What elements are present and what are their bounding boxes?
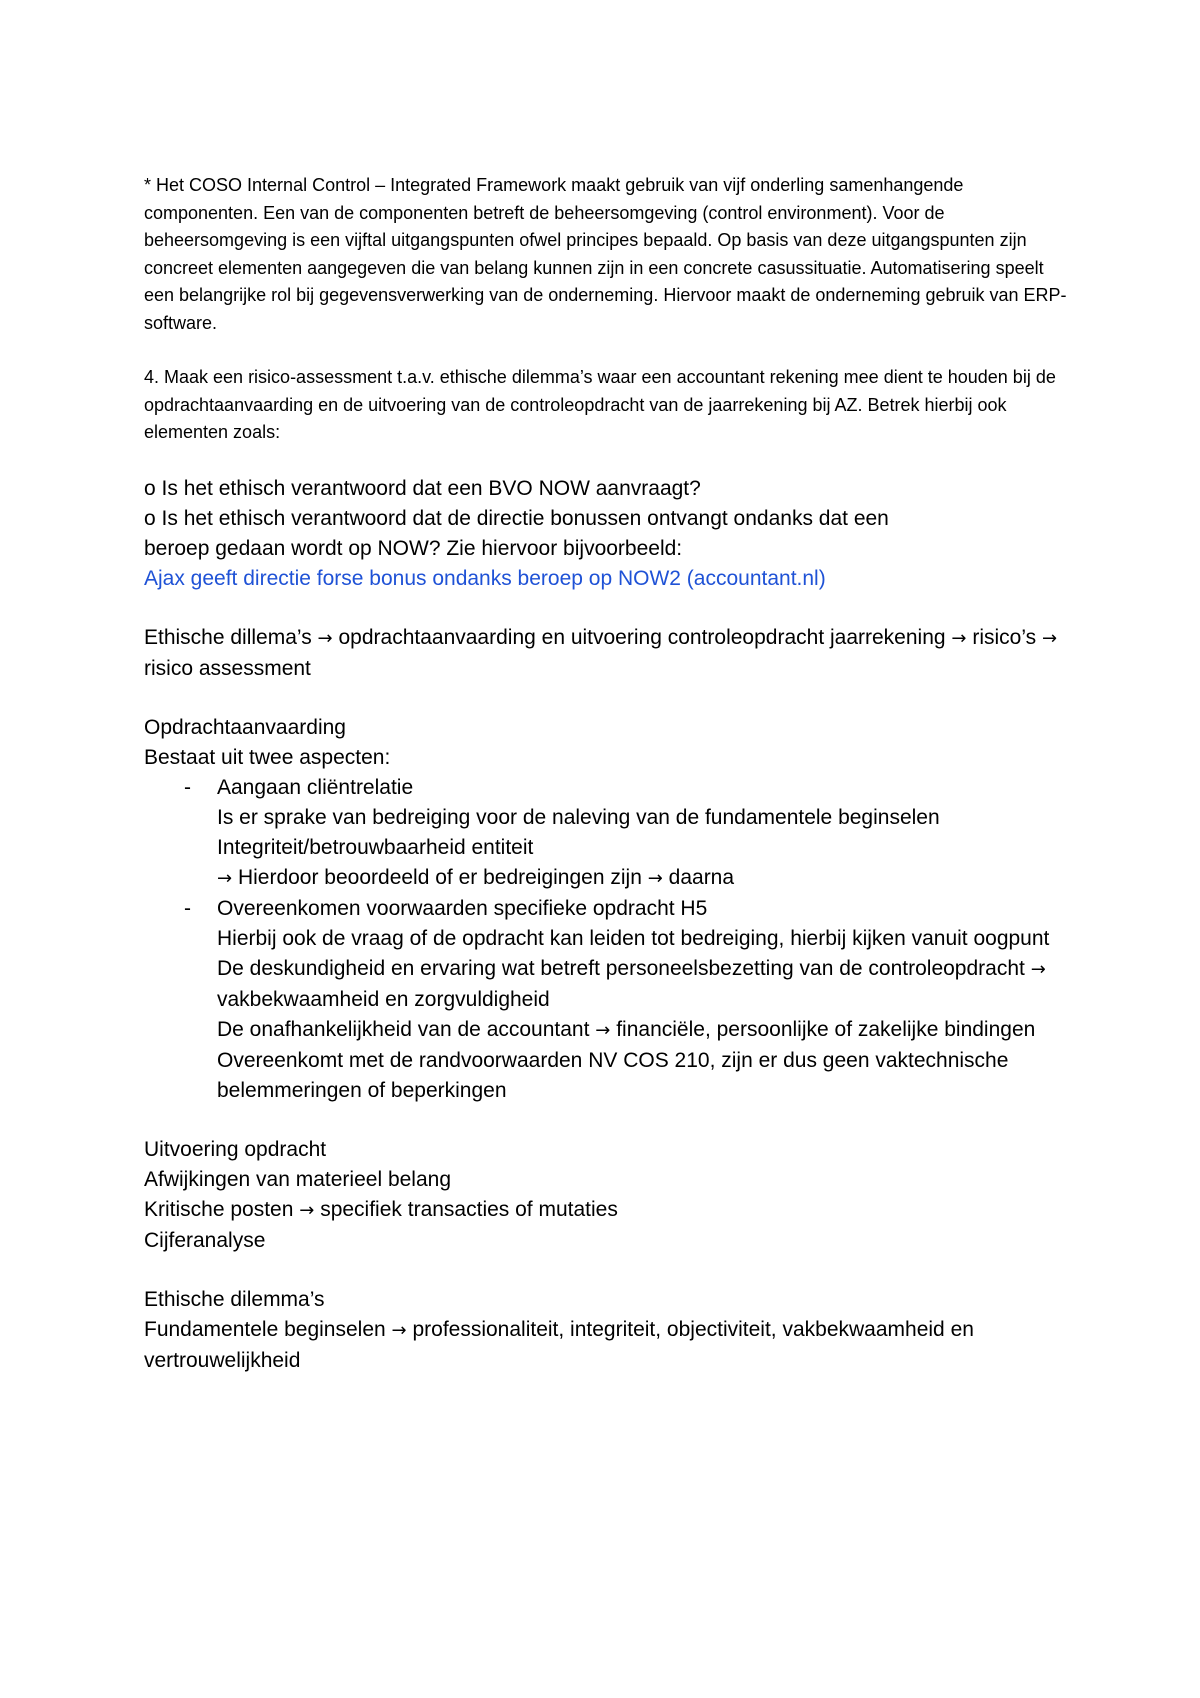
bullet-marker: o — [144, 506, 156, 530]
arrow-icon: → — [1041, 627, 1058, 649]
bullet-item-2: o Is het ethisch verantwoord dat de directie bonussen ontvangt ondanks dat een — [144, 506, 889, 530]
dash-marker: - — [184, 775, 191, 799]
execution-heading: Uitvoering opdracht — [144, 1137, 327, 1161]
summary-line: Ethische dillema’s → opdrachtaanvaarding en uitvoering controleopdracht jaarrekening → risico’s → risico assessment — [144, 625, 1058, 680]
acceptance-item-1: - Aangaan cliëntrelatie Is er sprake van bedreiging voor de naleving van de fundamentele beginselen Integriteit/betrouwbaarheid entiteit → Hierdoor beoordeeld of er bedreigingen zijn → daarna — [144, 773, 1074, 894]
arrow-icon: → — [299, 1199, 315, 1221]
arrow-icon: → — [391, 1319, 407, 1341]
acceptance-item-1-title: Aangaan cliëntrelatie — [217, 775, 414, 799]
execution-section: Uitvoering opdracht Afwijkingen van materieel belang Kritische posten → specifiek transacties of mutaties Cijferanalyse — [144, 1135, 1074, 1256]
intro-text: Het COSO Internal Control – Integrated Framework maakt gebruik van vijf onderling samenhangende componenten. Een van de componenten betreft de beheersomgeving (control environment). Voor de beheersomgeving is een vijftal uitgangspunten ofwel principes bepaald. Op basis van deze uitgangspunten zijn concreet elementen aangegeven die van belang kunnen zijn in een concrete casussituatie. Automatisering speelt een belangrijke rol bij gegevensverwerking van de onderneming. Hiervoor maakt de onderneming gebruik van ERP-software. — [144, 175, 1067, 333]
arrow-icon: → — [317, 627, 333, 649]
dash-marker: - — [184, 896, 191, 920]
acceptance-subheading: Bestaat uit twee aspecten: — [144, 745, 391, 769]
arrow-icon: → — [595, 1019, 611, 1041]
arrow-icon: → — [217, 867, 233, 889]
bullet-item-1: o Is het ethisch verantwoord dat een BVO NOW aanvraagt? — [144, 476, 701, 500]
footnote-star: * — [144, 175, 157, 195]
acceptance-section — [144, 713, 1074, 1106]
question-paragraph: 4. Maak een risico-assessment t.a.v. ethische dilemma’s waar een accountant rekening mee dient te houden bij de opdrachtaanvaarding en de uitvoering van de controleopdracht van de jaarrekening bij AZ. Betrek hierbij ook elementen zoals: — [144, 367, 1056, 442]
ethics-heading: Ethische dilemma’s — [144, 1287, 325, 1311]
document-body — [144, 172, 1074, 1376]
bullet-marker: o — [144, 476, 156, 500]
bullet-item-2-continued: beroep gedaan wordt op NOW? Zie hiervoor bijvoorbeeld: — [144, 536, 683, 560]
accountant-nl-link[interactable]: Ajax geeft directie forse bonus ondanks beroep op NOW2 (accountant.nl) — [144, 566, 826, 590]
arrow-icon: → — [647, 867, 663, 889]
acceptance-heading: Opdrachtaanvaarding — [144, 715, 346, 739]
ethics-section: Ethische dilemma’s Fundamentele beginselen → professionaliteit, integriteit, objectiviteit, vakbekwaamheid en vertrouwelijkheid — [144, 1285, 1074, 1376]
arrow-icon: → — [951, 627, 967, 649]
acceptance-item-2: - Overeenkomen voorwaarden specifieke opdracht H5 Hierbij ook de vraag of de opdracht kan leiden tot bedreiging, hierbij kijken vanuit oogpunt De deskundigheid en ervaring wat betreft personeelsbezetting van de controleopdracht → vakbekwaamheid en zorgvuldigheid De onafhankelijkheid van de accountant → financiële, persoonlijke of zakelijke bindingen Overeenkomt met de randvoorwaarden NV COS 210, zijn er dus geen vaktechnische belemmeringen of beperkingen — [144, 894, 1074, 1106]
acceptance-item-2-title: Overeenkomen voorwaarden specifieke opdracht H5 — [217, 896, 708, 920]
arrow-icon: → — [1030, 958, 1046, 980]
intro-paragraph — [144, 172, 1074, 337]
bullet-list — [144, 474, 1074, 594]
